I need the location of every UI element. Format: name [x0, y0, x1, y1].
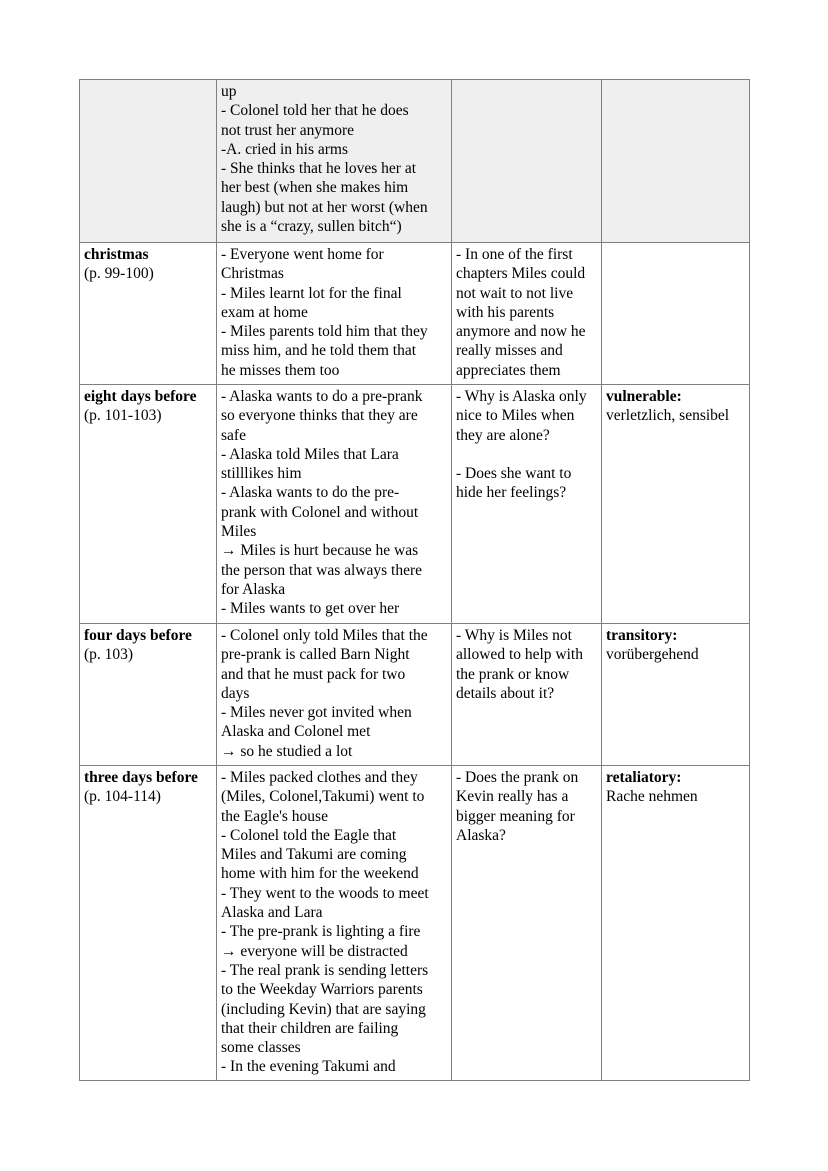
event-line: - Colonel told her that he does — [221, 102, 409, 120]
event-line: the person that was always there — [221, 561, 423, 579]
event-line: - Miles packed clothes and they — [221, 769, 418, 786]
event-line: Miles and Takumi are coming — [221, 846, 407, 864]
chapter-cell — [80, 385, 217, 624]
event-line: → everyone will be distracted — [221, 942, 408, 960]
page-range: (p. 104-114) — [84, 788, 161, 806]
questions-cell — [452, 766, 602, 1081]
question-line: - Does she want to — [456, 465, 572, 483]
events-cell — [217, 385, 452, 624]
vocabulary-cell — [602, 80, 750, 243]
vocabulary-cell — [602, 624, 750, 766]
table-row — [80, 80, 750, 243]
question-line: details about it? — [456, 684, 555, 702]
event-line: - Colonel only told Miles that the — [221, 627, 428, 644]
event-line: - The real prank is sending letters — [221, 961, 429, 979]
event-line: - Alaska told Miles that Lara — [221, 445, 399, 463]
vocab-word: vulnerable: — [606, 388, 682, 405]
question-line: allowed to help with — [456, 646, 583, 664]
event-line: - The pre-prank is lighting a fire — [221, 923, 421, 941]
question-line: anymore and now he — [456, 323, 586, 341]
event-line: → so he studied a lot — [221, 742, 353, 760]
event-line: stilllikes him — [221, 465, 302, 483]
event-line: days — [221, 684, 250, 702]
event-line: miss him, and he told them that — [221, 342, 417, 360]
table-row — [80, 624, 750, 766]
notes-table-body — [80, 80, 750, 1081]
event-line: Alaska and Colonel met — [221, 723, 371, 741]
questions-cell — [452, 385, 602, 624]
questions-cell — [452, 80, 602, 243]
event-line: - Colonel told the Eagle that — [221, 826, 397, 844]
question-line: chapters Miles could — [456, 265, 586, 283]
event-line: that their children are failing — [221, 1019, 399, 1037]
chapter-cell — [80, 766, 217, 1081]
event-line: home with him for the weekend — [221, 865, 419, 883]
event-line: - In the evening Takumi and — [221, 1058, 396, 1076]
event-line: he misses them too — [221, 361, 340, 379]
vocab-word: retaliatory: — [606, 769, 682, 786]
event-line: the Eagle's house — [221, 807, 328, 825]
question-line: nice to Miles when — [456, 407, 575, 425]
question-line: not wait to not live — [456, 284, 574, 302]
question-line: appreciates them — [456, 361, 561, 379]
chapter-label: christmas — [84, 246, 149, 263]
event-line: - Everyone went home for — [221, 246, 384, 263]
events-cell — [217, 766, 452, 1081]
table-row — [80, 243, 750, 385]
page-range: (p. 99-100) — [84, 265, 154, 283]
event-line: - Miles wants to get over her — [221, 600, 400, 618]
table-row — [80, 766, 750, 1081]
event-line: her best (when she makes him — [221, 179, 409, 197]
questions-cell — [452, 243, 602, 385]
question-line — [456, 445, 597, 464]
event-line: - Miles never got invited when — [221, 704, 412, 722]
chapter-cell — [80, 624, 217, 766]
chapter-label: three days before — [84, 769, 198, 786]
event-line: Christmas — [221, 265, 284, 283]
event-line: pre-prank is called Barn Night — [221, 646, 410, 664]
question-line: really misses and — [456, 342, 563, 360]
question-line: bigger meaning for — [456, 807, 575, 825]
vocabulary-cell — [602, 243, 750, 385]
events-cell — [217, 80, 452, 243]
event-line: she is a “crazy, sullen bitch“) — [221, 218, 402, 236]
event-line: - Alaska wants to do the pre- — [221, 484, 400, 502]
vocabulary-cell — [602, 385, 750, 624]
chapter-cell — [80, 243, 217, 385]
question-line: Alaska? — [456, 826, 506, 844]
question-line: Kevin really has a — [456, 788, 569, 806]
chapter-cell — [80, 80, 217, 243]
vocab-translation: Rache nehmen — [606, 788, 698, 806]
event-line: for Alaska — [221, 580, 286, 598]
question-line: - Why is Alaska only — [456, 388, 587, 405]
events-cell — [217, 624, 452, 766]
notes-table — [79, 79, 750, 1081]
vocab-translation: vorübergehend — [606, 646, 699, 664]
event-line: - Alaska wants to do a pre-prank — [221, 388, 423, 405]
event-line: - Miles learnt lot for the final — [221, 284, 402, 302]
chapter-label: four days before — [84, 627, 192, 644]
question-line: they are alone? — [456, 426, 550, 444]
event-line: prank with Colonel and without — [221, 503, 419, 521]
chapter-label: eight days before — [84, 388, 197, 405]
question-line: - Why is Miles not — [456, 627, 572, 644]
event-line: Miles — [221, 523, 257, 541]
event-line: and that he must pack for two — [221, 665, 406, 683]
vocab-word: transitory: — [606, 627, 678, 644]
event-line: not trust her anymore — [221, 121, 355, 139]
event-line: exam at home — [221, 303, 308, 321]
event-line: so everyone thinks that they are — [221, 407, 418, 425]
event-line: safe — [221, 426, 246, 444]
question-line: with his parents — [456, 303, 555, 321]
questions-cell — [452, 624, 602, 766]
table-row — [80, 385, 750, 624]
event-line: - Miles parents told him that they — [221, 323, 428, 341]
event-line: up — [221, 83, 237, 100]
event-line: Alaska and Lara — [221, 904, 323, 922]
events-cell — [217, 243, 452, 385]
question-line: - In one of the first — [456, 246, 573, 263]
vocabulary-cell — [602, 766, 750, 1081]
question-line: hide her feelings? — [456, 484, 567, 502]
event-line: to the Weekday Warriors parents — [221, 981, 423, 999]
event-line: laugh) but not at her worst (when — [221, 198, 428, 216]
vocab-translation: verletzlich, sensibel — [606, 407, 730, 425]
event-line: - She thinks that he loves her at — [221, 160, 416, 178]
event-line: → Miles is hurt because he was — [221, 542, 419, 560]
question-line: the prank or know — [456, 665, 570, 683]
page-range: (p. 103) — [84, 646, 134, 664]
page-range: (p. 101-103) — [84, 407, 162, 425]
event-line: (including Kevin) that are saying — [221, 1000, 426, 1018]
question-line: - Does the prank on — [456, 769, 579, 786]
event-line: - They went to the woods to meet — [221, 884, 429, 902]
event-line: (Miles, Colonel,Takumi) went to — [221, 788, 425, 806]
event-line: -A. cried in his arms — [221, 140, 348, 158]
event-line: some classes — [221, 1039, 301, 1057]
